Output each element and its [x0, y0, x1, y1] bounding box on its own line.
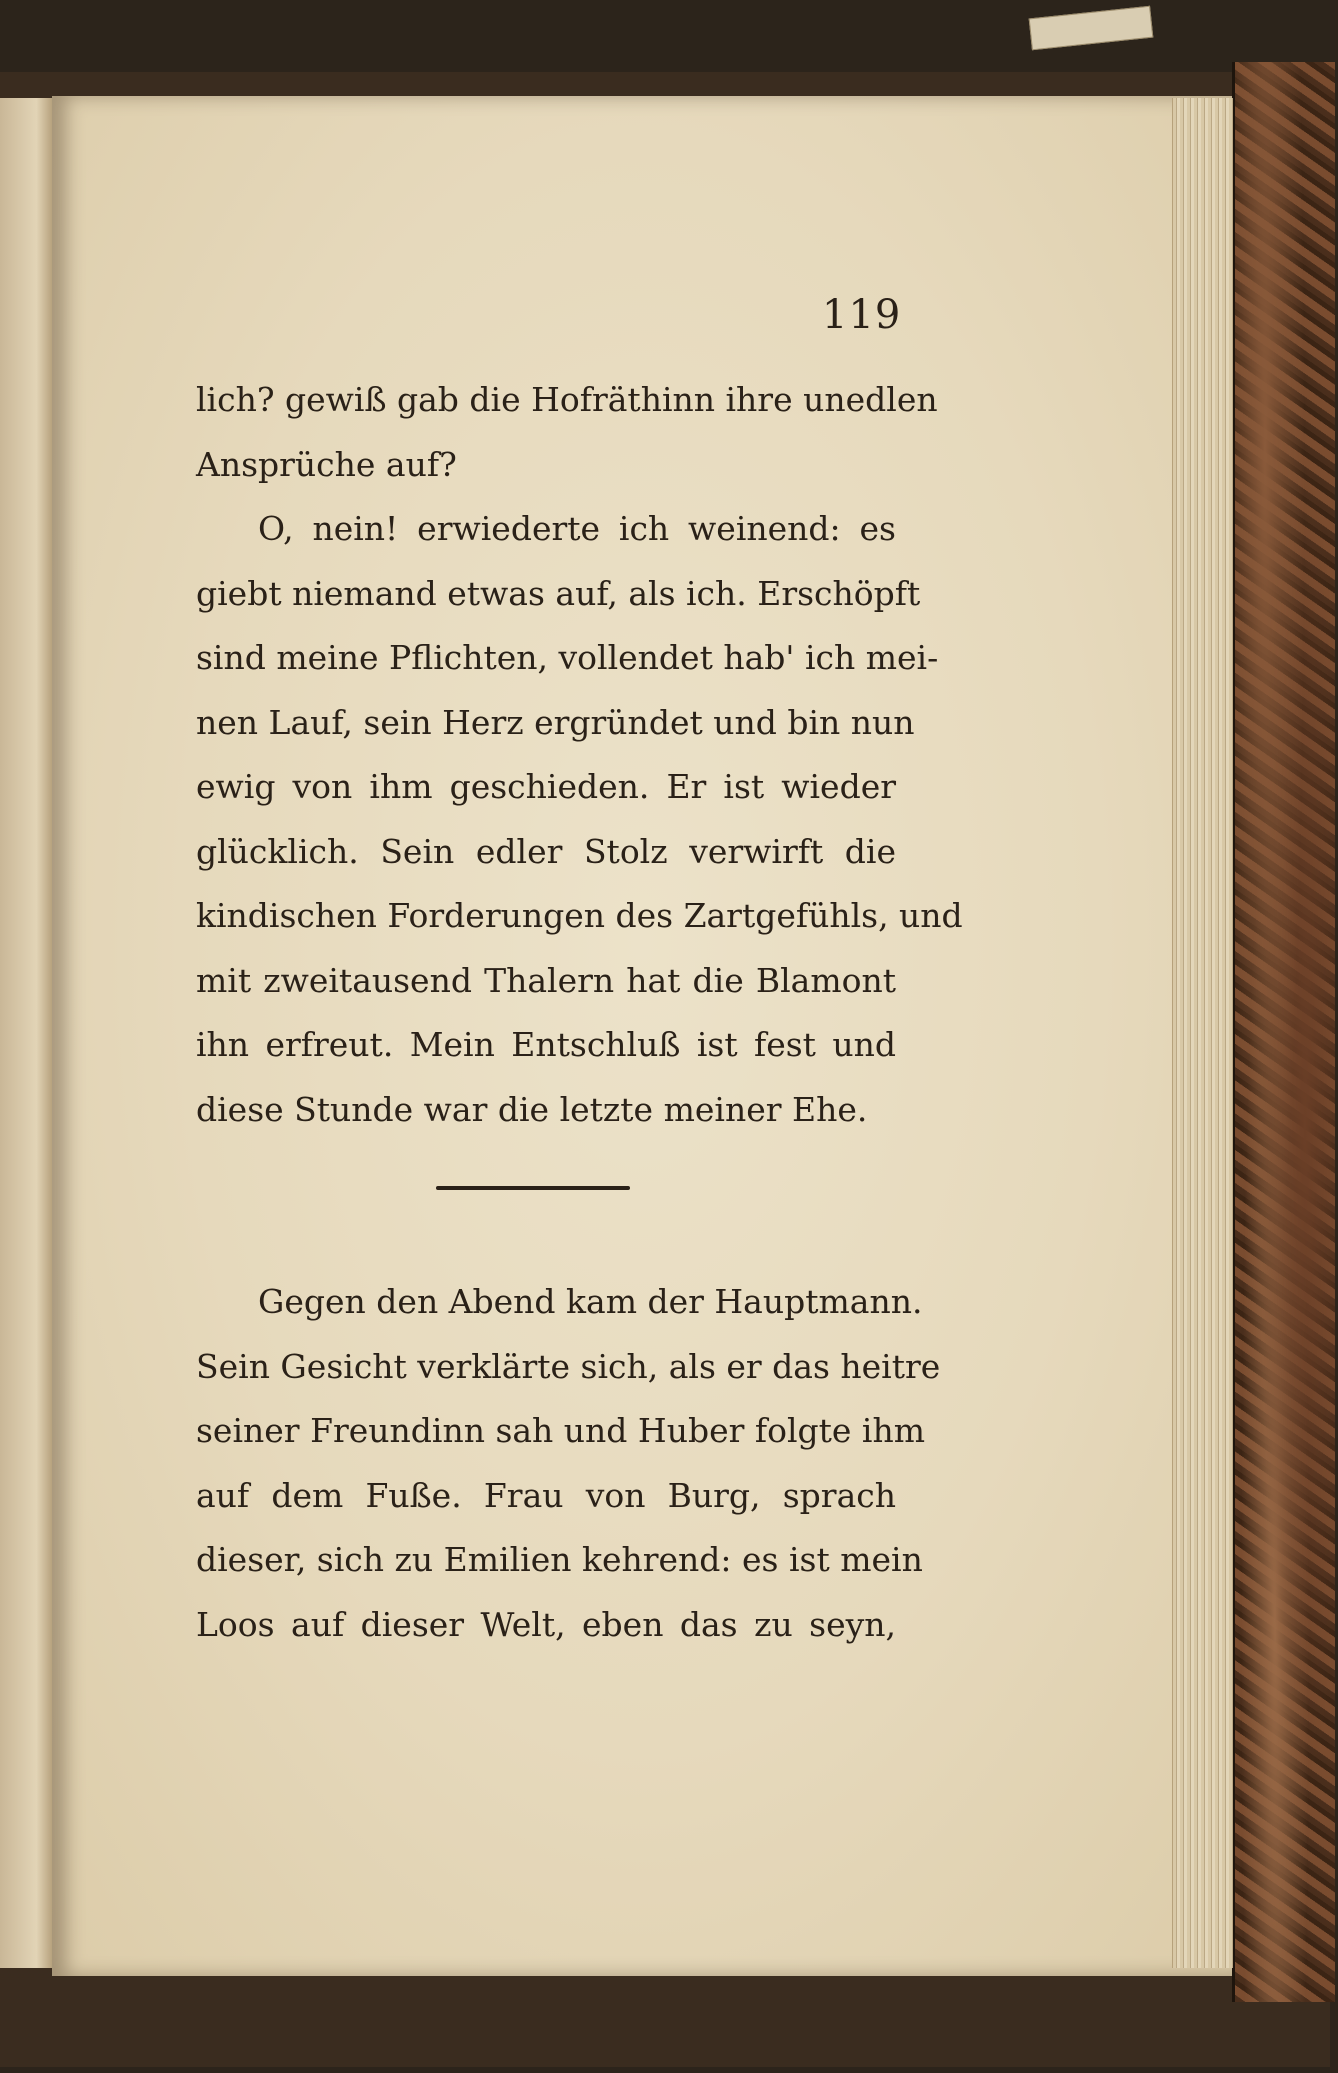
text-line: nen Lauf, sein Herz ergründet und bin nun [196, 702, 915, 742]
text-line: Sein Gesicht verklärte sich, als er das heitre [196, 1346, 941, 1386]
text-line: ewig von ihm geschieden. Er ist wieder [196, 767, 896, 806]
left-page-edge [0, 98, 52, 1968]
text-line: dieser, sich zu Emilien kehrend: es ist mein [196, 1540, 923, 1579]
page-edges [1172, 98, 1233, 1968]
text-line: Ansprüche auf? [196, 444, 457, 484]
text-line: seiner Freundinn sah und Huber folgte ihm [196, 1411, 926, 1450]
text-block-top [196, 368, 963, 1142]
text-line: glücklich. Sein edler Stolz verwirft die [196, 831, 896, 871]
section-divider [436, 1186, 630, 1190]
text-line: mit zweitausend Thalern hat die Blamont [196, 960, 896, 1000]
text-line: giebt niemand etwas auf, als ich. Erschöpft [196, 573, 921, 613]
paper-slip [1029, 6, 1154, 51]
text-line: kindischen Forderungen des Zartgefühls, und [196, 896, 963, 935]
page-number: 119 [822, 292, 902, 338]
text-line: Loos auf dieser Welt, eben das zu seyn, [196, 1604, 896, 1644]
text-line: lich? gewiß gab die Hofräthinn ihre unedlen [196, 380, 938, 419]
marbled-cover [1232, 62, 1335, 2002]
text-line: Gegen den Abend kam der Hauptmann. [258, 1282, 923, 1321]
text-line: sind meine Pflichten, vollendet hab' ich mei- [196, 638, 939, 677]
text-line: O, nein! erwiederte ich weinend: es [258, 509, 896, 548]
text-line: diese Stunde war die letzte meiner Ehe. [196, 1089, 868, 1129]
text-line: ihn erfreut. Mein Entschluß ist fest und [196, 1025, 896, 1064]
text-line: auf dem Fuße. Frau von Burg, sprach [196, 1475, 896, 1515]
text-block-bottom [196, 1270, 941, 1657]
